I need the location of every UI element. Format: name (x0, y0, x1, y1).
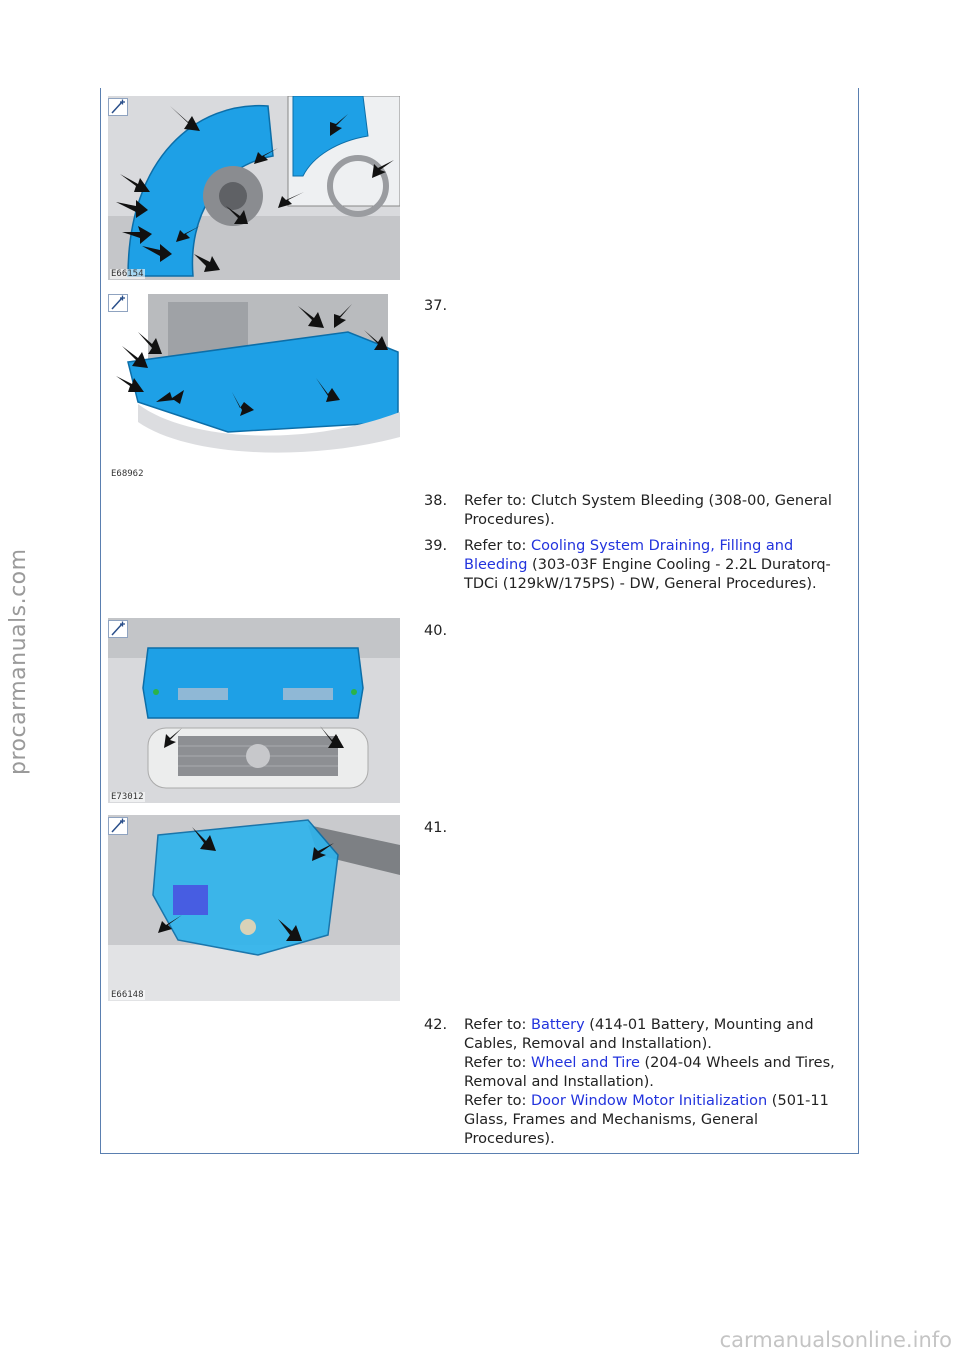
figure-radiator-grille-panel (108, 618, 400, 803)
step-text (464, 537, 849, 594)
figure-code: E73012 (111, 792, 144, 802)
figure-engine-cover (108, 815, 400, 1001)
step-39 (424, 537, 849, 594)
link-wheel-and-tire[interactable]: Wheel and Tire (531, 1055, 640, 1071)
refer-to-text: Refer to: (464, 1093, 531, 1109)
figure-front-splash-shield (108, 292, 400, 480)
zoom-icon[interactable] (108, 620, 128, 638)
refer-to-text: Refer to: (464, 1017, 531, 1033)
reference-detail: (204-04 Wheels and Tires, Removal and Installation). (464, 1055, 835, 1090)
step-number: 42. (424, 1017, 448, 1033)
link-battery[interactable]: Battery (531, 1017, 585, 1033)
reference-wheel-and-tire (464, 1054, 849, 1092)
zoom-icon[interactable] (108, 294, 128, 312)
reference-detail: (414-01 Battery, Mounting and Cables, Removal and Installation). (464, 1017, 814, 1052)
illustration-radiator-grille-panel (108, 618, 400, 803)
step-number: 39. (424, 538, 448, 554)
step-number: 41. (424, 820, 448, 836)
illustration-engine-cover (108, 815, 400, 1001)
reference-detail: (501-11 Glass, Frames and Mechanisms, General Procedures). (464, 1093, 829, 1147)
reference-detail: (303-03F Engine Cooling - 2.2L Duratorq-TDCi (129kW/175PS) - DW, General Procedures). (464, 557, 831, 592)
illustration-front-splash-shield (108, 292, 400, 480)
step-number: 38. (424, 493, 448, 509)
link-cooling-system-draining[interactable]: Cooling System Draining, Filling and Bleeding (464, 538, 794, 573)
figure-code: E68962 (111, 469, 144, 479)
step-text: Refer to: Clutch System Bleeding (308-00, General Procedures). (464, 493, 832, 528)
watermark-side: procarmanuals.com (6, 548, 31, 775)
step-number: 40. (424, 623, 448, 639)
reference-battery (464, 1016, 849, 1054)
step-42 (424, 1016, 849, 1149)
step-text (464, 1016, 849, 1149)
step-number: 37. (424, 298, 448, 314)
figure-code: E66154 (111, 269, 144, 279)
zoom-icon[interactable] (108, 98, 128, 116)
refer-to-text: Refer to: (464, 1055, 531, 1071)
illustration-wheel-arch-liner (108, 96, 400, 280)
step-38 (424, 492, 849, 530)
watermark-bottom: carmanualsonline.info (719, 1328, 952, 1352)
link-door-window-motor-initialization[interactable]: Door Window Motor Initialization (531, 1093, 768, 1109)
reference-door-window-motor (464, 1092, 849, 1149)
zoom-icon[interactable] (108, 817, 128, 835)
refer-to-text: Refer to: (464, 538, 531, 554)
figure-code: E66148 (111, 990, 144, 1000)
figure-wheel-arch-liner (108, 96, 400, 280)
